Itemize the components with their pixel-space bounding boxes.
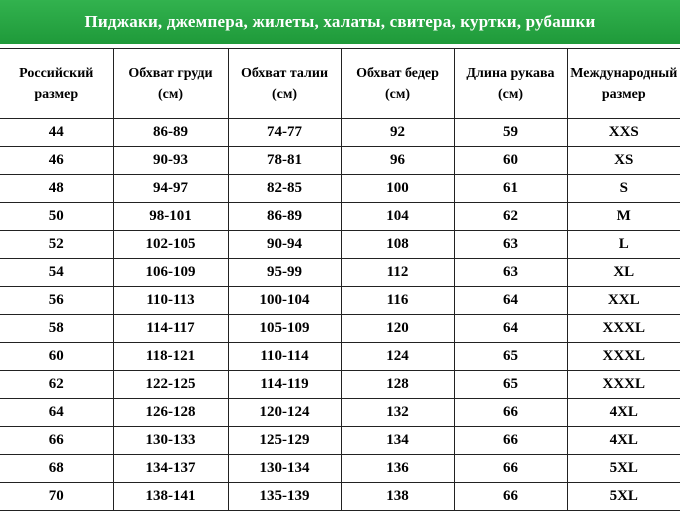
table-row [0, 483, 680, 511]
cell-hips: 124 [341, 343, 454, 371]
cell-russian-size: 66 [0, 427, 113, 455]
header-russian-size: Российский размер [0, 49, 113, 119]
header-row [0, 49, 680, 119]
table-row [0, 231, 680, 259]
cell-hips: 134 [341, 427, 454, 455]
cell-hips: 136 [341, 455, 454, 483]
cell-russian-size: 54 [0, 259, 113, 287]
table-row [0, 315, 680, 343]
cell-russian-size: 50 [0, 203, 113, 231]
cell-international-size: XXXL [567, 343, 680, 371]
cell-sleeve: 64 [454, 315, 567, 343]
cell-sleeve: 63 [454, 259, 567, 287]
cell-hips: 116 [341, 287, 454, 315]
cell-russian-size: 44 [0, 119, 113, 147]
cell-international-size: 4XL [567, 427, 680, 455]
page-title: Пиджаки, джемпера, жилеты, халаты, свитера, куртки, рубашки [84, 12, 596, 31]
cell-waist: 114-119 [228, 371, 341, 399]
cell-russian-size: 58 [0, 315, 113, 343]
cell-waist: 78-81 [228, 147, 341, 175]
cell-international-size: 5XL [567, 483, 680, 511]
cell-international-size: XXL [567, 287, 680, 315]
header-international-size: Международный размер [567, 49, 680, 119]
cell-sleeve: 66 [454, 483, 567, 511]
cell-waist: 74-77 [228, 119, 341, 147]
table-row [0, 119, 680, 147]
header-chest: Обхват груди (см) [113, 49, 228, 119]
size-chart-table [0, 48, 680, 511]
table-row [0, 399, 680, 427]
cell-chest: 138-141 [113, 483, 228, 511]
cell-waist: 125-129 [228, 427, 341, 455]
table-row [0, 175, 680, 203]
cell-hips: 100 [341, 175, 454, 203]
cell-international-size: S [567, 175, 680, 203]
table-row [0, 147, 680, 175]
cell-chest: 134-137 [113, 455, 228, 483]
cell-chest: 94-97 [113, 175, 228, 203]
cell-sleeve: 66 [454, 399, 567, 427]
cell-russian-size: 46 [0, 147, 113, 175]
cell-russian-size: 64 [0, 399, 113, 427]
cell-waist: 90-94 [228, 231, 341, 259]
cell-sleeve: 64 [454, 287, 567, 315]
cell-russian-size: 48 [0, 175, 113, 203]
cell-chest: 130-133 [113, 427, 228, 455]
cell-russian-size: 70 [0, 483, 113, 511]
cell-waist: 86-89 [228, 203, 341, 231]
cell-waist: 105-109 [228, 315, 341, 343]
cell-waist: 82-85 [228, 175, 341, 203]
table-row [0, 203, 680, 231]
cell-hips: 138 [341, 483, 454, 511]
cell-sleeve: 59 [454, 119, 567, 147]
cell-chest: 90-93 [113, 147, 228, 175]
cell-sleeve: 63 [454, 231, 567, 259]
cell-chest: 86-89 [113, 119, 228, 147]
cell-chest: 98-101 [113, 203, 228, 231]
cell-chest: 106-109 [113, 259, 228, 287]
cell-international-size: XXXL [567, 315, 680, 343]
cell-sleeve: 62 [454, 203, 567, 231]
header-hips: Обхват бедер (см) [341, 49, 454, 119]
table-body [0, 119, 680, 511]
cell-waist: 135-139 [228, 483, 341, 511]
cell-hips: 128 [341, 371, 454, 399]
cell-hips: 96 [341, 147, 454, 175]
cell-hips: 108 [341, 231, 454, 259]
cell-hips: 132 [341, 399, 454, 427]
table-row [0, 259, 680, 287]
cell-chest: 102-105 [113, 231, 228, 259]
header-sleeve: Длина рукава (см) [454, 49, 567, 119]
cell-sleeve: 66 [454, 455, 567, 483]
cell-chest: 118-121 [113, 343, 228, 371]
cell-sleeve: 65 [454, 343, 567, 371]
cell-russian-size: 68 [0, 455, 113, 483]
cell-sleeve: 60 [454, 147, 567, 175]
cell-hips: 92 [341, 119, 454, 147]
cell-hips: 120 [341, 315, 454, 343]
cell-international-size: XS [567, 147, 680, 175]
table-row [0, 427, 680, 455]
cell-sleeve: 65 [454, 371, 567, 399]
cell-russian-size: 62 [0, 371, 113, 399]
cell-chest: 126-128 [113, 399, 228, 427]
cell-russian-size: 52 [0, 231, 113, 259]
cell-international-size: XXS [567, 119, 680, 147]
cell-sleeve: 66 [454, 427, 567, 455]
table-row [0, 343, 680, 371]
table-row [0, 287, 680, 315]
cell-international-size: M [567, 203, 680, 231]
cell-international-size: 5XL [567, 455, 680, 483]
cell-chest: 122-125 [113, 371, 228, 399]
cell-sleeve: 61 [454, 175, 567, 203]
cell-waist: 130-134 [228, 455, 341, 483]
cell-chest: 114-117 [113, 315, 228, 343]
title-banner [0, 0, 680, 44]
cell-international-size: XXXL [567, 371, 680, 399]
cell-waist: 120-124 [228, 399, 341, 427]
cell-international-size: 4XL [567, 399, 680, 427]
header-waist: Обхват талии (см) [228, 49, 341, 119]
table-row [0, 371, 680, 399]
cell-chest: 110-113 [113, 287, 228, 315]
table-row [0, 455, 680, 483]
cell-waist: 110-114 [228, 343, 341, 371]
cell-russian-size: 60 [0, 343, 113, 371]
cell-waist: 95-99 [228, 259, 341, 287]
cell-russian-size: 56 [0, 287, 113, 315]
cell-international-size: L [567, 231, 680, 259]
cell-waist: 100-104 [228, 287, 341, 315]
cell-hips: 104 [341, 203, 454, 231]
cell-hips: 112 [341, 259, 454, 287]
cell-international-size: XL [567, 259, 680, 287]
